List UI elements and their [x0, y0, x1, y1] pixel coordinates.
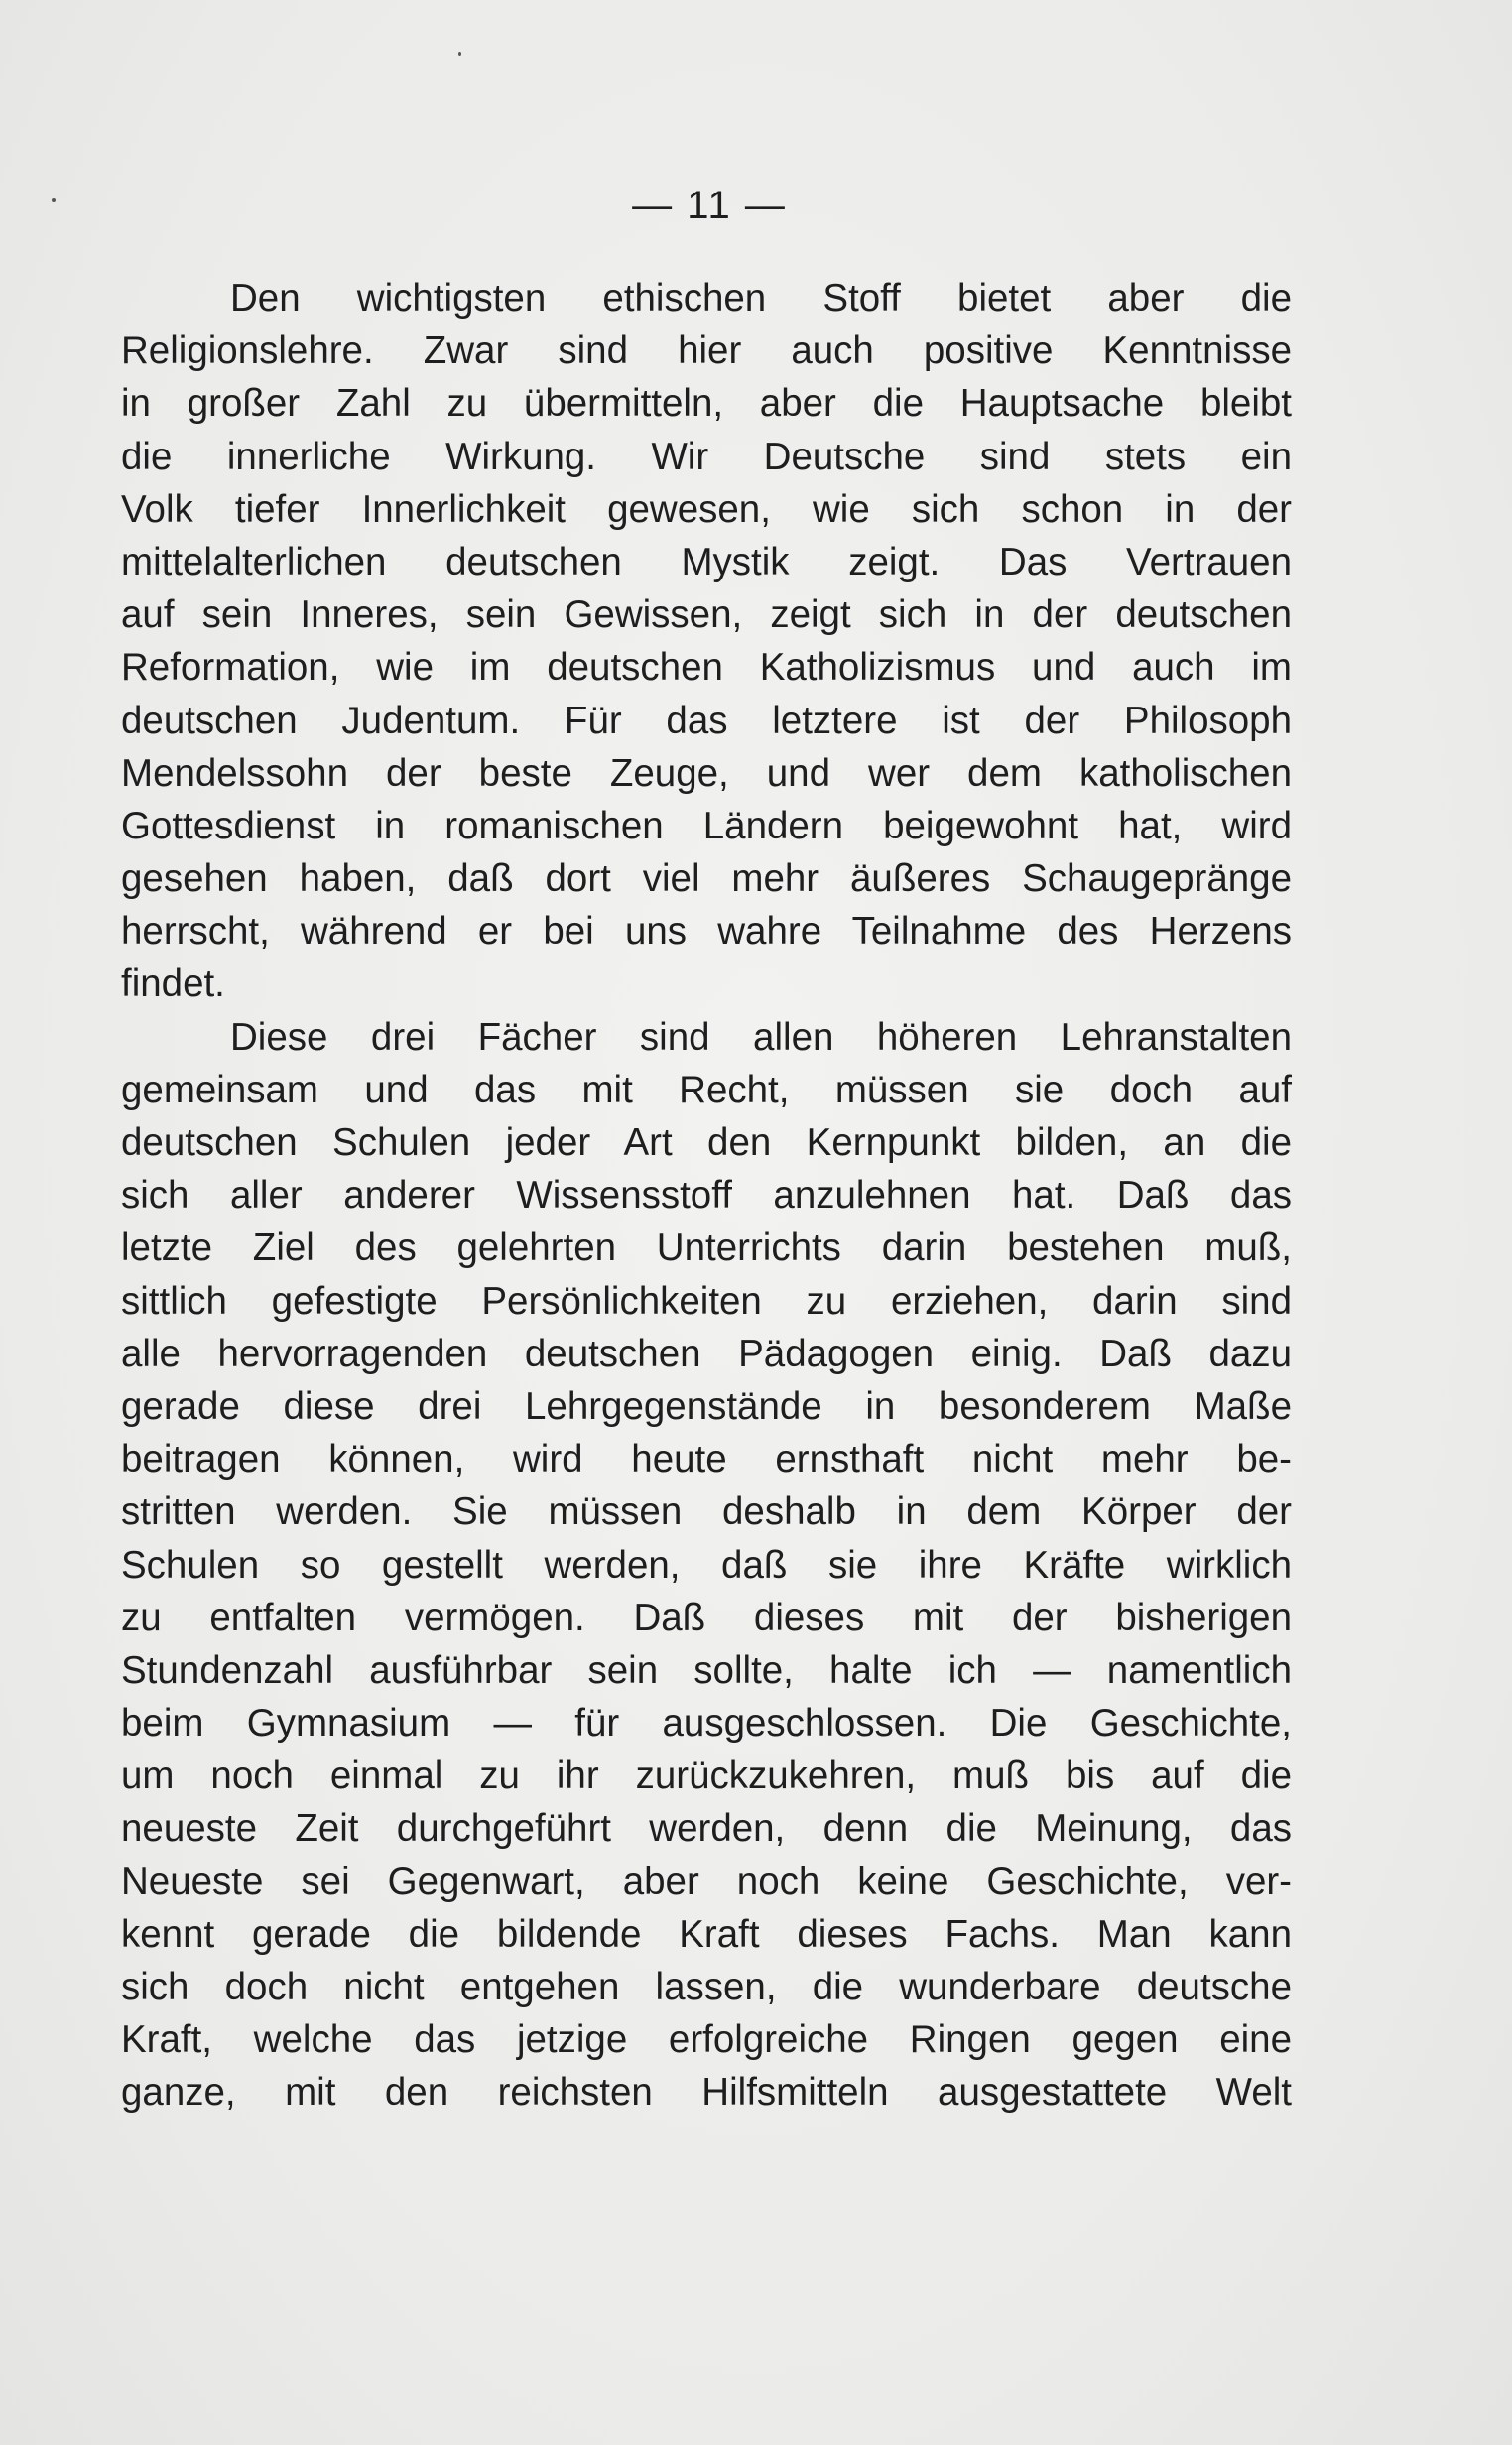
- paper-speck: [458, 52, 461, 56]
- text-line: gemeinsam und das mit Recht, müssen sie doch auf: [121, 1068, 1292, 1111]
- text-line: beitragen können, wird heute ernsthaft nicht mehr be-: [121, 1438, 1292, 1481]
- text-line: gerade diese drei Lehrgegenstände in besonderem Maße: [121, 1384, 1292, 1428]
- text-line: deutschen Judentum. Für das letztere ist der Philosoph: [121, 699, 1292, 742]
- text-line: beim Gymnasium — für ausgeschlossen. Die Geschichte,: [121, 1702, 1292, 1745]
- text-line: sich aller anderer Wissensstoff anzulehnen hat. Daß das: [121, 1174, 1292, 1218]
- text-line: deutschen Schulen jeder Art den Kernpunkt bilden, an die: [121, 1121, 1292, 1164]
- text-line: sich doch nicht entgehen lassen, die wunderbare deutsche: [121, 1966, 1292, 2008]
- paragraph-1: [121, 272, 1292, 1011]
- text-line: Reformation, wie im deutschen Katholizismus und auch im: [121, 646, 1292, 690]
- paragraph-2: [121, 1011, 1292, 2120]
- text-line: auf sein Inneres, sein Gewissen, zeigt sich in der deutschen: [121, 593, 1292, 637]
- text-line: um noch einmal zu ihr zurückzukehren, muß bis auf die: [121, 1754, 1292, 1798]
- text-line: Diese drei Fächer sind allen höheren Lehranstalten: [230, 1015, 1292, 1059]
- page-number: — 11 —: [632, 184, 787, 227]
- text-line: mittelalterlichen deutschen Mystik zeigt. Das Vertrauen: [121, 540, 1292, 583]
- text-line: sittlich gefestigte Persönlichkeiten zu erziehen, darin sind: [121, 1279, 1292, 1323]
- text-line: gesehen haben, daß dort viel mehr äußeres Schaugepränge: [121, 857, 1292, 901]
- text-line: neueste Zeit durchgeführt werden, denn die Meinung, das: [121, 1807, 1292, 1851]
- text-line: Religionslehre. Zwar sind hier auch positive Kenntnisse: [121, 329, 1292, 373]
- text-line: Den wichtigsten ethischen Stoff bietet aber die: [230, 277, 1292, 320]
- text-line: zu entfalten vermögen. Daß dieses mit der bisherigen: [121, 1596, 1292, 1639]
- text-line: die innerliche Wirkung. Wir Deutsche sind stets ein: [121, 435, 1292, 478]
- text-line: findet.: [121, 963, 225, 1006]
- text-line: Schulen so gestellt werden, daß sie ihre Kräfte wirklich: [121, 1543, 1292, 1587]
- text-line: Neueste sei Gegenwart, aber noch keine Geschichte, ver-: [121, 1860, 1292, 1903]
- text-line: letzte Ziel des gelehrten Unterrichts darin bestehen muß,: [121, 1226, 1292, 1270]
- text-line: kennt gerade die bildende Kraft dieses Fachs. Man kann: [121, 1912, 1292, 1956]
- text-line: Gottesdienst in romanischen Ländern beigewohnt hat, wird: [121, 804, 1292, 847]
- body-text: [121, 272, 1292, 2120]
- text-line: herrscht, während er bei uns wahre Teilnahme des Herzens: [121, 910, 1292, 954]
- text-line: Volk tiefer Innerlichkeit gewesen, wie sich schon in der: [121, 487, 1292, 531]
- text-line: in großer Zahl zu übermitteln, aber die Hauptsache bleibt: [121, 382, 1292, 426]
- text-line: Mendelssohn der beste Zeuge, und wer dem katholischen: [121, 751, 1292, 795]
- text-line: Stundenzahl ausführbar sein sollte, halte ich — namentlich: [121, 1648, 1292, 1692]
- text-line: alle hervorragenden deutschen Pädagogen einig. Daß dazu: [121, 1332, 1292, 1375]
- text-line: ganze, mit den reichsten Hilfsmitteln ausgestattete Welt: [121, 2071, 1292, 2115]
- text-line: stritten werden. Sie müssen deshalb in dem Körper der: [121, 1490, 1292, 1534]
- text-line: Kraft, welche das jetzige erfolgreiche Ringen gegen eine: [121, 2018, 1292, 2062]
